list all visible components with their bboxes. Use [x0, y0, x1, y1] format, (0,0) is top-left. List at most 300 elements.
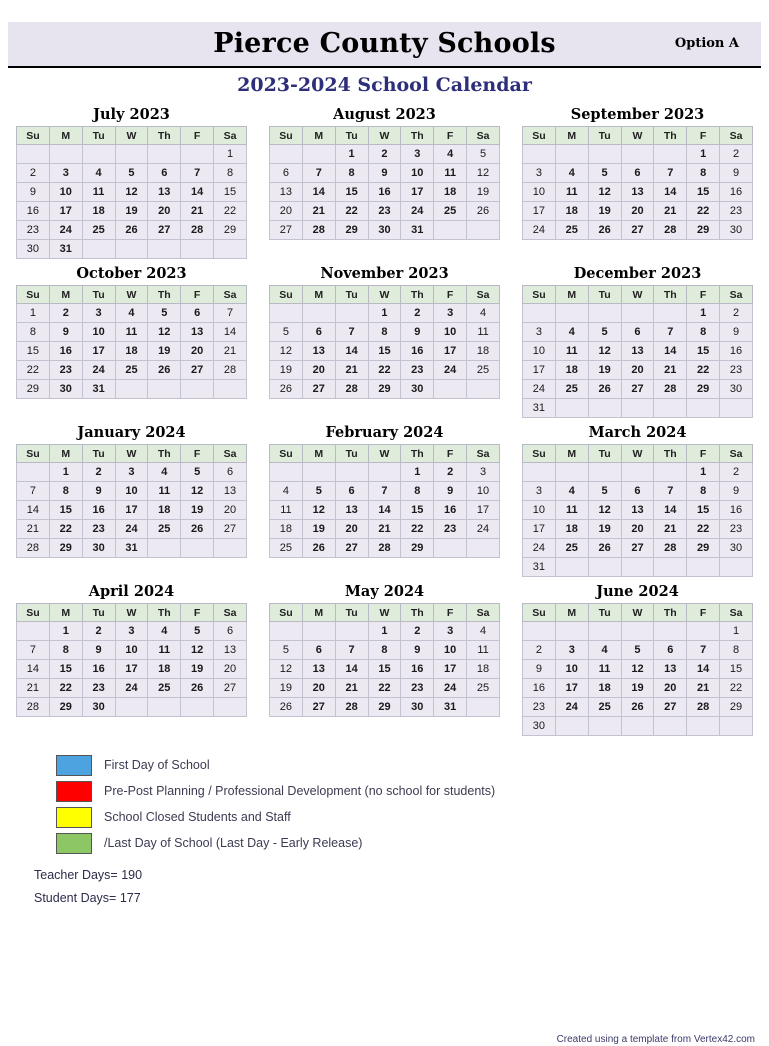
day-cell[interactable]: 8 — [687, 482, 720, 501]
day-cell[interactable]: 27 — [181, 361, 214, 380]
day-cell[interactable]: 16 — [401, 660, 434, 679]
day-cell[interactable]: 15 — [401, 501, 434, 520]
day-cell[interactable]: 18 — [270, 520, 303, 539]
day-cell[interactable]: 16 — [720, 501, 753, 520]
day-cell[interactable]: 12 — [270, 660, 303, 679]
day-cell[interactable]: 12 — [148, 323, 181, 342]
day-cell[interactable]: 29 — [335, 221, 368, 240]
day-cell[interactable]: 17 — [434, 342, 467, 361]
day-cell[interactable]: 10 — [82, 323, 115, 342]
day-cell[interactable]: 3 — [467, 463, 500, 482]
day-cell[interactable]: 18 — [467, 342, 500, 361]
day-cell[interactable]: 25 — [148, 520, 181, 539]
day-cell[interactable]: 16 — [523, 679, 556, 698]
day-cell[interactable]: 12 — [115, 183, 148, 202]
day-cell[interactable]: 22 — [335, 202, 368, 221]
day-cell[interactable]: 2 — [82, 622, 115, 641]
day-cell[interactable]: 23 — [401, 679, 434, 698]
day-cell[interactable]: 2 — [401, 304, 434, 323]
day-cell[interactable]: 11 — [467, 323, 500, 342]
day-cell[interactable]: 25 — [555, 380, 588, 399]
day-cell[interactable]: 20 — [214, 501, 247, 520]
day-cell[interactable]: 11 — [148, 482, 181, 501]
day-cell[interactable]: 12 — [181, 641, 214, 660]
day-cell[interactable]: 11 — [555, 342, 588, 361]
day-cell[interactable]: 2 — [17, 164, 50, 183]
day-cell[interactable]: 10 — [401, 164, 434, 183]
day-cell[interactable]: 2 — [720, 304, 753, 323]
day-cell[interactable]: 11 — [555, 501, 588, 520]
day-cell[interactable]: 6 — [621, 164, 654, 183]
day-cell[interactable]: 18 — [434, 183, 467, 202]
day-cell[interactable]: 23 — [82, 520, 115, 539]
day-cell[interactable]: 23 — [720, 361, 753, 380]
day-cell[interactable]: 14 — [17, 501, 50, 520]
day-cell[interactable]: 30 — [720, 380, 753, 399]
day-cell[interactable]: 22 — [368, 679, 401, 698]
day-cell[interactable]: 9 — [720, 482, 753, 501]
day-cell[interactable]: 1 — [401, 463, 434, 482]
day-cell[interactable]: 21 — [181, 202, 214, 221]
day-cell[interactable]: 8 — [687, 164, 720, 183]
day-cell[interactable]: 4 — [555, 482, 588, 501]
day-cell[interactable]: 2 — [82, 463, 115, 482]
day-cell[interactable]: 29 — [687, 221, 720, 240]
day-cell[interactable]: 30 — [720, 221, 753, 240]
day-cell[interactable]: 25 — [467, 361, 500, 380]
day-cell[interactable]: 4 — [467, 622, 500, 641]
day-cell[interactable]: 22 — [17, 361, 50, 380]
day-cell[interactable]: 20 — [654, 679, 687, 698]
day-cell[interactable]: 23 — [434, 520, 467, 539]
day-cell[interactable]: 6 — [270, 164, 303, 183]
day-cell[interactable]: 16 — [17, 202, 50, 221]
day-cell[interactable]: 4 — [148, 463, 181, 482]
day-cell[interactable]: 9 — [401, 323, 434, 342]
day-cell[interactable]: 24 — [467, 520, 500, 539]
day-cell[interactable]: 20 — [621, 361, 654, 380]
day-cell[interactable]: 20 — [148, 202, 181, 221]
day-cell[interactable]: 5 — [621, 641, 654, 660]
day-cell[interactable]: 25 — [555, 221, 588, 240]
day-cell[interactable]: 1 — [687, 463, 720, 482]
day-cell[interactable]: 8 — [368, 641, 401, 660]
day-cell[interactable]: 3 — [523, 482, 556, 501]
day-cell[interactable]: 26 — [621, 698, 654, 717]
day-cell[interactable]: 28 — [17, 698, 50, 717]
day-cell[interactable]: 31 — [401, 221, 434, 240]
day-cell[interactable]: 15 — [368, 660, 401, 679]
day-cell[interactable]: 7 — [17, 482, 50, 501]
day-cell[interactable]: 11 — [270, 501, 303, 520]
day-cell[interactable]: 10 — [434, 323, 467, 342]
day-cell[interactable]: 3 — [115, 622, 148, 641]
day-cell[interactable]: 19 — [588, 202, 621, 221]
day-cell[interactable]: 27 — [148, 221, 181, 240]
day-cell[interactable]: 3 — [115, 463, 148, 482]
day-cell[interactable]: 26 — [588, 539, 621, 558]
day-cell[interactable]: 7 — [302, 164, 335, 183]
day-cell[interactable]: 15 — [368, 342, 401, 361]
day-cell[interactable]: 7 — [335, 641, 368, 660]
day-cell[interactable]: 7 — [654, 482, 687, 501]
day-cell[interactable]: 4 — [467, 304, 500, 323]
day-cell[interactable]: 13 — [214, 482, 247, 501]
day-cell[interactable]: 18 — [555, 202, 588, 221]
day-cell[interactable]: 16 — [82, 660, 115, 679]
day-cell[interactable]: 25 — [82, 221, 115, 240]
day-cell[interactable]: 7 — [687, 641, 720, 660]
day-cell[interactable]: 29 — [49, 698, 82, 717]
day-cell[interactable]: 12 — [621, 660, 654, 679]
day-cell[interactable]: 18 — [148, 501, 181, 520]
day-cell[interactable]: 6 — [181, 304, 214, 323]
day-cell[interactable]: 28 — [335, 698, 368, 717]
day-cell[interactable]: 3 — [401, 145, 434, 164]
day-cell[interactable]: 29 — [368, 380, 401, 399]
day-cell[interactable]: 17 — [115, 501, 148, 520]
day-cell[interactable]: 13 — [621, 183, 654, 202]
day-cell[interactable]: 21 — [17, 520, 50, 539]
day-cell[interactable]: 28 — [17, 539, 50, 558]
day-cell[interactable]: 26 — [270, 698, 303, 717]
day-cell[interactable]: 24 — [115, 520, 148, 539]
day-cell[interactable]: 14 — [654, 342, 687, 361]
day-cell[interactable]: 30 — [523, 717, 556, 736]
day-cell[interactable]: 1 — [214, 145, 247, 164]
day-cell[interactable]: 28 — [654, 539, 687, 558]
day-cell[interactable]: 1 — [687, 145, 720, 164]
day-cell[interactable]: 7 — [654, 323, 687, 342]
day-cell[interactable]: 5 — [270, 323, 303, 342]
day-cell[interactable]: 5 — [148, 304, 181, 323]
day-cell[interactable]: 26 — [270, 380, 303, 399]
day-cell[interactable]: 2 — [368, 145, 401, 164]
day-cell[interactable]: 10 — [555, 660, 588, 679]
day-cell[interactable]: 22 — [687, 202, 720, 221]
day-cell[interactable]: 15 — [687, 501, 720, 520]
day-cell[interactable]: 9 — [82, 482, 115, 501]
day-cell[interactable]: 2 — [720, 145, 753, 164]
day-cell[interactable]: 26 — [148, 361, 181, 380]
day-cell[interactable]: 23 — [82, 679, 115, 698]
day-cell[interactable]: 5 — [588, 482, 621, 501]
day-cell[interactable]: 4 — [270, 482, 303, 501]
day-cell[interactable]: 12 — [302, 501, 335, 520]
day-cell[interactable]: 11 — [588, 660, 621, 679]
day-cell[interactable]: 31 — [49, 240, 82, 259]
day-cell[interactable]: 17 — [523, 520, 556, 539]
day-cell[interactable]: 30 — [401, 698, 434, 717]
day-cell[interactable]: 1 — [368, 622, 401, 641]
day-cell[interactable]: 20 — [302, 361, 335, 380]
day-cell[interactable]: 30 — [368, 221, 401, 240]
day-cell[interactable]: 23 — [401, 361, 434, 380]
day-cell[interactable]: 6 — [214, 463, 247, 482]
day-cell[interactable]: 24 — [523, 380, 556, 399]
day-cell[interactable]: 27 — [621, 539, 654, 558]
day-cell[interactable]: 8 — [214, 164, 247, 183]
day-cell[interactable]: 3 — [434, 622, 467, 641]
day-cell[interactable]: 2 — [49, 304, 82, 323]
day-cell[interactable]: 18 — [148, 660, 181, 679]
day-cell[interactable]: 5 — [588, 164, 621, 183]
day-cell[interactable]: 5 — [181, 622, 214, 641]
day-cell[interactable]: 11 — [82, 183, 115, 202]
day-cell[interactable]: 7 — [214, 304, 247, 323]
day-cell[interactable]: 15 — [335, 183, 368, 202]
day-cell[interactable]: 24 — [523, 539, 556, 558]
day-cell[interactable]: 5 — [181, 463, 214, 482]
day-cell[interactable]: 26 — [302, 539, 335, 558]
day-cell[interactable]: 4 — [434, 145, 467, 164]
day-cell[interactable]: 1 — [335, 145, 368, 164]
day-cell[interactable]: 28 — [335, 380, 368, 399]
day-cell[interactable]: 5 — [270, 641, 303, 660]
day-cell[interactable]: 23 — [523, 698, 556, 717]
day-cell[interactable]: 27 — [214, 520, 247, 539]
day-cell[interactable]: 24 — [523, 221, 556, 240]
day-cell[interactable]: 29 — [49, 539, 82, 558]
day-cell[interactable]: 29 — [687, 539, 720, 558]
day-cell[interactable]: 19 — [148, 342, 181, 361]
day-cell[interactable]: 13 — [654, 660, 687, 679]
day-cell[interactable]: 9 — [720, 323, 753, 342]
day-cell[interactable]: 12 — [588, 501, 621, 520]
day-cell[interactable]: 10 — [523, 342, 556, 361]
day-cell[interactable]: 21 — [654, 202, 687, 221]
day-cell[interactable]: 6 — [214, 622, 247, 641]
day-cell[interactable]: 7 — [368, 482, 401, 501]
day-cell[interactable]: 28 — [654, 221, 687, 240]
day-cell[interactable]: 17 — [523, 361, 556, 380]
day-cell[interactable]: 14 — [654, 501, 687, 520]
day-cell[interactable]: 5 — [115, 164, 148, 183]
day-cell[interactable]: 29 — [720, 698, 753, 717]
day-cell[interactable]: 8 — [49, 641, 82, 660]
day-cell[interactable]: 15 — [687, 183, 720, 202]
day-cell[interactable]: 3 — [49, 164, 82, 183]
day-cell[interactable]: 19 — [181, 501, 214, 520]
day-cell[interactable]: 25 — [467, 679, 500, 698]
day-cell[interactable]: 27 — [302, 698, 335, 717]
day-cell[interactable]: 22 — [687, 520, 720, 539]
day-cell[interactable]: 15 — [720, 660, 753, 679]
day-cell[interactable]: 1 — [17, 304, 50, 323]
day-cell[interactable]: 20 — [335, 520, 368, 539]
day-cell[interactable]: 7 — [335, 323, 368, 342]
day-cell[interactable]: 23 — [49, 361, 82, 380]
day-cell[interactable]: 21 — [335, 361, 368, 380]
day-cell[interactable]: 19 — [588, 520, 621, 539]
day-cell[interactable]: 2 — [720, 463, 753, 482]
day-cell[interactable]: 17 — [115, 660, 148, 679]
day-cell[interactable]: 31 — [115, 539, 148, 558]
day-cell[interactable]: 2 — [434, 463, 467, 482]
day-cell[interactable]: 15 — [49, 501, 82, 520]
day-cell[interactable]: 6 — [335, 482, 368, 501]
day-cell[interactable]: 10 — [115, 641, 148, 660]
day-cell[interactable]: 27 — [621, 221, 654, 240]
day-cell[interactable]: 19 — [302, 520, 335, 539]
day-cell[interactable]: 21 — [687, 679, 720, 698]
day-cell[interactable]: 22 — [368, 361, 401, 380]
day-cell[interactable]: 30 — [82, 698, 115, 717]
day-cell[interactable]: 9 — [401, 641, 434, 660]
day-cell[interactable]: 17 — [467, 501, 500, 520]
day-cell[interactable]: 18 — [555, 361, 588, 380]
day-cell[interactable]: 22 — [401, 520, 434, 539]
day-cell[interactable]: 15 — [687, 342, 720, 361]
day-cell[interactable]: 28 — [302, 221, 335, 240]
day-cell[interactable]: 9 — [49, 323, 82, 342]
day-cell[interactable]: 28 — [687, 698, 720, 717]
day-cell[interactable]: 24 — [401, 202, 434, 221]
day-cell[interactable]: 18 — [588, 679, 621, 698]
day-cell[interactable]: 19 — [467, 183, 500, 202]
day-cell[interactable]: 16 — [49, 342, 82, 361]
day-cell[interactable]: 26 — [115, 221, 148, 240]
day-cell[interactable]: 13 — [335, 501, 368, 520]
day-cell[interactable]: 28 — [368, 539, 401, 558]
day-cell[interactable]: 17 — [523, 202, 556, 221]
day-cell[interactable]: 7 — [654, 164, 687, 183]
day-cell[interactable]: 8 — [720, 641, 753, 660]
day-cell[interactable]: 26 — [181, 679, 214, 698]
day-cell[interactable]: 18 — [555, 520, 588, 539]
day-cell[interactable]: 28 — [654, 380, 687, 399]
day-cell[interactable]: 20 — [621, 202, 654, 221]
day-cell[interactable]: 29 — [214, 221, 247, 240]
day-cell[interactable]: 8 — [17, 323, 50, 342]
day-cell[interactable]: 11 — [115, 323, 148, 342]
day-cell[interactable]: 19 — [181, 660, 214, 679]
day-cell[interactable]: 4 — [115, 304, 148, 323]
day-cell[interactable]: 17 — [401, 183, 434, 202]
day-cell[interactable]: 25 — [588, 698, 621, 717]
day-cell[interactable]: 11 — [467, 641, 500, 660]
day-cell[interactable]: 11 — [434, 164, 467, 183]
day-cell[interactable]: 17 — [82, 342, 115, 361]
day-cell[interactable]: 29 — [17, 380, 50, 399]
day-cell[interactable]: 26 — [181, 520, 214, 539]
day-cell[interactable]: 20 — [270, 202, 303, 221]
day-cell[interactable]: 27 — [302, 380, 335, 399]
day-cell[interactable]: 24 — [82, 361, 115, 380]
day-cell[interactable]: 20 — [214, 660, 247, 679]
day-cell[interactable]: 25 — [148, 679, 181, 698]
day-cell[interactable]: 3 — [523, 323, 556, 342]
day-cell[interactable]: 21 — [654, 520, 687, 539]
day-cell[interactable]: 2 — [401, 622, 434, 641]
day-cell[interactable]: 3 — [523, 164, 556, 183]
day-cell[interactable]: 31 — [523, 399, 556, 418]
day-cell[interactable]: 9 — [82, 641, 115, 660]
day-cell[interactable]: 29 — [401, 539, 434, 558]
day-cell[interactable]: 1 — [49, 463, 82, 482]
day-cell[interactable]: 14 — [214, 323, 247, 342]
day-cell[interactable]: 14 — [335, 660, 368, 679]
day-cell[interactable]: 15 — [214, 183, 247, 202]
day-cell[interactable]: 13 — [621, 501, 654, 520]
day-cell[interactable]: 13 — [302, 660, 335, 679]
day-cell[interactable]: 30 — [401, 380, 434, 399]
day-cell[interactable]: 4 — [555, 323, 588, 342]
day-cell[interactable]: 7 — [181, 164, 214, 183]
day-cell[interactable]: 5 — [588, 323, 621, 342]
day-cell[interactable]: 25 — [115, 361, 148, 380]
day-cell[interactable]: 28 — [181, 221, 214, 240]
day-cell[interactable]: 14 — [181, 183, 214, 202]
day-cell[interactable]: 16 — [720, 342, 753, 361]
day-cell[interactable]: 16 — [401, 342, 434, 361]
day-cell[interactable]: 16 — [368, 183, 401, 202]
day-cell[interactable]: 8 — [49, 482, 82, 501]
day-cell[interactable]: 22 — [49, 520, 82, 539]
day-cell[interactable]: 9 — [720, 164, 753, 183]
day-cell[interactable]: 19 — [270, 361, 303, 380]
day-cell[interactable]: 1 — [687, 304, 720, 323]
day-cell[interactable]: 6 — [621, 323, 654, 342]
day-cell[interactable]: 4 — [588, 641, 621, 660]
day-cell[interactable]: 14 — [302, 183, 335, 202]
day-cell[interactable]: 10 — [115, 482, 148, 501]
day-cell[interactable]: 7 — [17, 641, 50, 660]
day-cell[interactable]: 25 — [434, 202, 467, 221]
day-cell[interactable]: 6 — [621, 482, 654, 501]
day-cell[interactable]: 27 — [654, 698, 687, 717]
day-cell[interactable]: 24 — [434, 361, 467, 380]
day-cell[interactable]: 4 — [82, 164, 115, 183]
day-cell[interactable]: 16 — [82, 501, 115, 520]
day-cell[interactable]: 15 — [49, 660, 82, 679]
day-cell[interactable]: 16 — [434, 501, 467, 520]
day-cell[interactable]: 19 — [588, 361, 621, 380]
day-cell[interactable]: 9 — [17, 183, 50, 202]
day-cell[interactable]: 10 — [467, 482, 500, 501]
day-cell[interactable]: 12 — [181, 482, 214, 501]
day-cell[interactable]: 13 — [270, 183, 303, 202]
day-cell[interactable]: 21 — [654, 361, 687, 380]
day-cell[interactable]: 22 — [49, 679, 82, 698]
day-cell[interactable]: 11 — [148, 641, 181, 660]
day-cell[interactable]: 6 — [302, 641, 335, 660]
day-cell[interactable]: 3 — [555, 641, 588, 660]
day-cell[interactable]: 6 — [302, 323, 335, 342]
day-cell[interactable]: 22 — [214, 202, 247, 221]
day-cell[interactable]: 26 — [588, 380, 621, 399]
day-cell[interactable]: 19 — [621, 679, 654, 698]
day-cell[interactable]: 14 — [335, 342, 368, 361]
day-cell[interactable]: 18 — [467, 660, 500, 679]
day-cell[interactable]: 25 — [270, 539, 303, 558]
day-cell[interactable]: 13 — [621, 342, 654, 361]
day-cell[interactable]: 10 — [523, 183, 556, 202]
day-cell[interactable]: 21 — [214, 342, 247, 361]
day-cell[interactable]: 29 — [368, 698, 401, 717]
day-cell[interactable]: 14 — [368, 501, 401, 520]
day-cell[interactable]: 30 — [82, 539, 115, 558]
day-cell[interactable]: 13 — [181, 323, 214, 342]
day-cell[interactable]: 1 — [49, 622, 82, 641]
day-cell[interactable]: 24 — [555, 698, 588, 717]
day-cell[interactable]: 21 — [17, 679, 50, 698]
day-cell[interactable]: 27 — [270, 221, 303, 240]
day-cell[interactable]: 13 — [214, 641, 247, 660]
day-cell[interactable]: 22 — [720, 679, 753, 698]
day-cell[interactable]: 14 — [17, 660, 50, 679]
day-cell[interactable]: 8 — [401, 482, 434, 501]
